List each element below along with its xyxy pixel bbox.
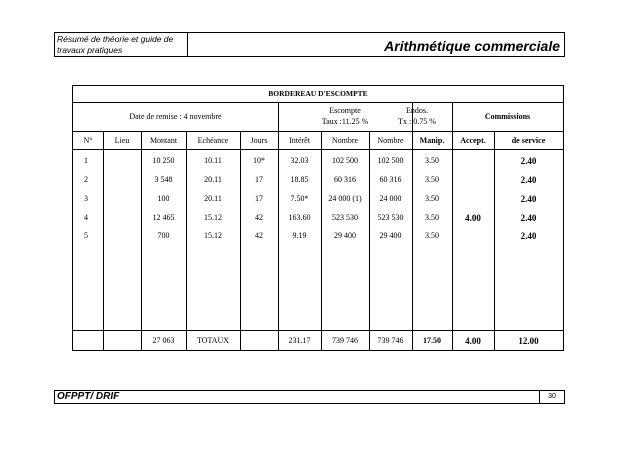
footer-label: OFPPT/ DRIF: [57, 391, 120, 402]
cell-jours: 10*: [253, 156, 265, 165]
cell-jours: 42: [255, 213, 263, 222]
header-left-box: [54, 32, 188, 57]
cell-interet: 7.50*: [290, 194, 309, 203]
header-right-title: Arithmétique commerciale: [188, 32, 565, 57]
col-header-nombre-endos: Nombre: [377, 136, 404, 145]
cell-montant: 12 465: [152, 213, 175, 222]
cell-manip: 3.50: [425, 231, 439, 240]
page-number: 30: [539, 391, 564, 403]
cell-jours: 17: [255, 194, 263, 203]
date-remise: Date de remise : 4 novembre: [129, 112, 222, 121]
total-nombre-endos: 739 746: [377, 336, 404, 345]
header-left-line-1: Résumé de théorie et guide de: [57, 34, 174, 44]
cell-n: 1: [84, 156, 88, 165]
cell-manip: 3.50: [425, 156, 439, 165]
col-header-montant: Montant: [149, 136, 178, 145]
cell-nombre-escompte: 60 316: [334, 175, 356, 184]
col-header-manip: Manip.: [419, 136, 445, 145]
cell-montant: 700: [157, 231, 170, 240]
cell-echeance: 20.11: [204, 175, 222, 184]
cell-nombre-endos: 60 316: [379, 175, 402, 184]
cell-interet: 9.19: [292, 231, 307, 240]
cell-n: 3: [84, 194, 88, 203]
col-header-interet: Intérêt: [289, 136, 310, 145]
cell-jours: 42: [255, 231, 263, 240]
cell-service: 2.40: [520, 156, 537, 166]
cell-service: 2.40: [520, 231, 537, 241]
commissions-label: Commissions: [484, 112, 531, 121]
col-header-jours: Jours: [250, 136, 268, 145]
cell-montant: 10 250: [152, 156, 175, 165]
total-accept: 4.00: [465, 336, 481, 346]
cell-service: 2.40: [520, 194, 537, 204]
footer: [54, 390, 565, 404]
rule: [73, 102, 563, 103]
cell-nombre-endos: 523 530: [377, 213, 404, 222]
cell-nombre-endos: 102 500: [377, 156, 404, 165]
col-header-echeance: Echéance: [197, 136, 229, 145]
cell-montant: 100: [157, 194, 170, 203]
header-left-line-2: travaux pratiques: [57, 45, 123, 55]
col-header-lieu: Lieu: [114, 136, 130, 145]
cell-n: 5: [84, 231, 88, 240]
cell-echeance: 10.11: [204, 156, 222, 165]
col-header-service: de service: [511, 136, 546, 145]
cell-manip: 3.50: [425, 213, 439, 222]
rule: [73, 330, 563, 331]
table-title: BORDEREAU D'ESCOMPTE: [268, 89, 368, 98]
escompte-taux: Taux :11.25 %: [321, 117, 369, 126]
cell-n: 4: [84, 213, 88, 222]
cell-interet: 32.03: [290, 156, 309, 165]
cell-n: 2: [84, 175, 88, 184]
escompte-label: Escompte: [329, 106, 361, 115]
total-nombre-escompte: 739 746: [332, 336, 358, 345]
total-label: TOTAUX: [196, 336, 230, 345]
cell-nombre-escompte: 523 530: [332, 213, 358, 222]
rule: [73, 149, 563, 150]
rule: [73, 131, 563, 132]
col-header-n: N°: [83, 136, 93, 145]
cell-interet: 163.60: [288, 213, 311, 222]
col-header-accept: Accept.: [460, 136, 486, 145]
cell-nombre-escompte: 102 500: [332, 156, 358, 165]
cell-echeance: 15.12: [204, 213, 222, 222]
cell-nombre-endos: 24 000: [379, 194, 402, 203]
cell-echeance: 15.12: [204, 231, 222, 240]
bordereau-table: [72, 85, 564, 351]
cell-service: 2.40: [520, 213, 537, 223]
endos-taux: Tx : 0.75 %: [398, 117, 436, 126]
cell-manip: 3.50: [425, 175, 439, 184]
cell-montant: 3 548: [154, 175, 173, 184]
endos-label: Endos.: [406, 106, 428, 115]
cell-service: 2.40: [520, 175, 537, 185]
cell-jours: 17: [255, 175, 263, 184]
total-manip: 17.50: [423, 336, 441, 345]
cell-manip: 3.50: [425, 194, 439, 203]
total-montant: 27 063: [152, 336, 175, 345]
total-service: 12.00: [518, 336, 539, 346]
cell-nombre-escompte: 24 000 (1): [328, 194, 362, 203]
total-interet: 231.17: [288, 336, 311, 345]
rule: [452, 131, 453, 350]
cell-accept: 4.00: [465, 213, 481, 223]
cell-echeance: 20.11: [204, 194, 222, 203]
rule: [103, 131, 104, 350]
cell-nombre-endos: 29 400: [379, 231, 402, 240]
col-header-nombre-escompte: Nombre: [331, 136, 359, 145]
cell-interet: 18.85: [290, 175, 309, 184]
cell-nombre-escompte: 29 400: [334, 231, 356, 240]
